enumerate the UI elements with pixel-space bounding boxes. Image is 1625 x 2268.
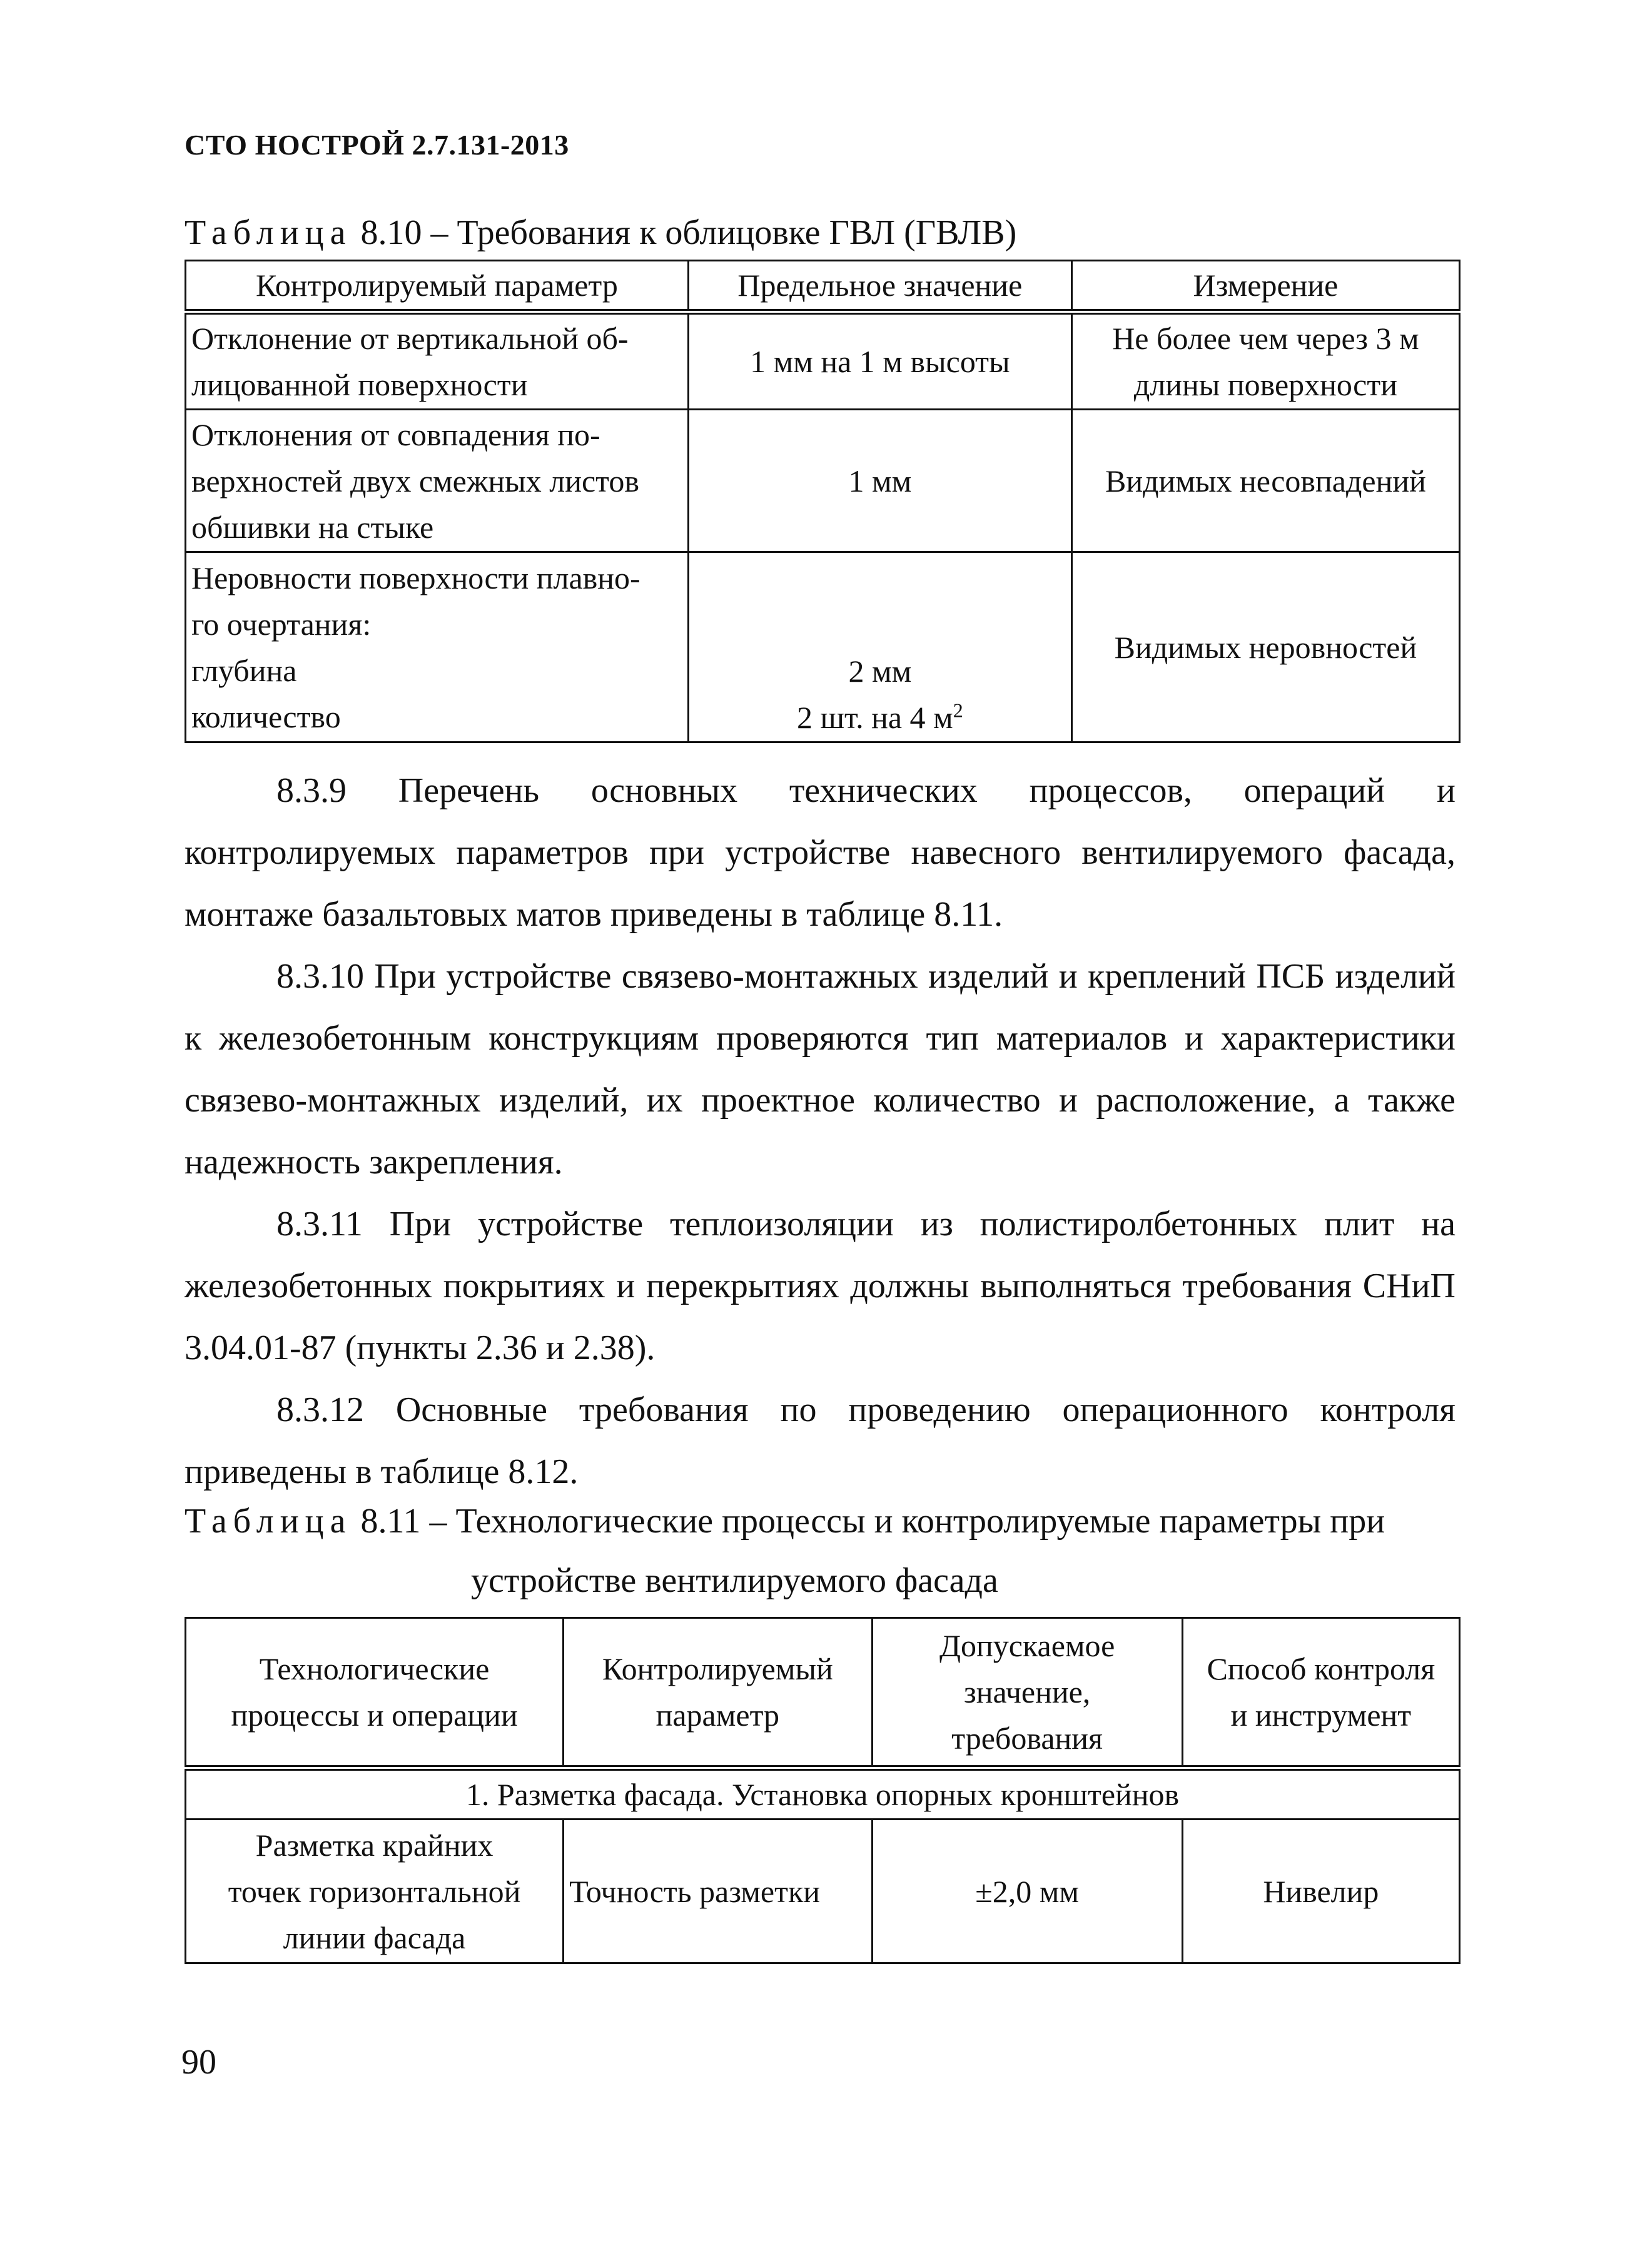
limit-cell: 1 мм [688,410,1071,552]
table-row [186,552,1460,742]
table-header-row [186,1618,1460,1768]
table-row [186,410,1460,552]
limit-count-text: 2 шт. на 4 м [797,700,953,735]
cell-line: процессы и операции [231,1698,518,1733]
table-8-10-caption [185,213,1016,253]
column-header [564,1618,873,1768]
table-header-row [186,261,1460,312]
column-header: Контролируемый параметр [186,261,689,312]
measure-cell: Видимых несовпадений [1071,410,1459,552]
cell-line: глубина [191,652,297,688]
column-header: Предельное значение [688,261,1071,312]
limit-cell: 1 мм на 1 м высоты [688,312,1071,410]
column-header [186,1618,564,1768]
page-number: 90 [181,2043,216,2082]
table-caption-line2: устройстве вентилируемого фасада [471,1561,998,1600]
cell-line: точек горизонтальной [228,1873,521,1909]
paragraph-8-3-11: 8.3.11 При устройстве теплоизоляции из полистиролбетонных плит на железобетонных покрытиях и перекрытиях должны выполняться требования СНиП 3.04.01-87 (пункты 2.36 и 2.38). [185,1205,1455,1367]
cell-line: количество [191,699,341,734]
cell-line: Способ контроля [1207,1651,1435,1686]
cell-line: верхностей двух смежных листов [191,463,639,499]
measure-cell: Видимых неровностей [1071,552,1459,742]
table-row [186,1820,1460,1963]
tool-cell: Нивелир [1182,1820,1459,1963]
param-cell [186,312,689,410]
cell-line: требования [951,1721,1103,1756]
param-cell [186,552,689,742]
cell-line: линии фасада [283,1920,466,1955]
cell-line: Контролируемый [602,1651,833,1686]
superscript-exponent: 2 [953,699,963,722]
cell-line: Отклонение от вертикальной об- [191,321,629,356]
section-heading: 1. Разметка фасада. Установка опорных кронштейнов [186,1768,1460,1820]
section-row [186,1768,1460,1820]
cell-line: значение, [964,1674,1091,1709]
table-8-11-caption [185,1501,1455,1541]
column-header [1182,1618,1459,1768]
cell-line: длины поверхности [1133,367,1397,402]
cell-line: Допускаемое [939,1628,1115,1663]
value-cell: ±2,0 мм [872,1820,1182,1963]
cell-line: лицованной поверхности [191,367,528,402]
table-row [186,312,1460,410]
cell-line: го очертания: [191,606,372,642]
column-header [872,1618,1182,1768]
document-code-header: СТО НОСТРОЙ 2.7.131-2013 [185,129,569,161]
table-caption-word: Таблица [185,213,352,252]
parameter-cell: Точность разметки [564,1820,873,1963]
cell-line: Технологические [259,1651,490,1686]
table-8-11 [185,1617,1460,1964]
cell-line: и инструмент [1230,1698,1412,1733]
cell-line: Разметка крайних [255,1827,494,1863]
table-caption-text: 8.11 – Технологические процессы и контролируемые параметры при [352,1502,1385,1541]
paragraph-8-3-10: 8.3.10 При устройстве связево-монтажных изделий и креплений ПСБ изделий к железобетонным конструкциям проверяются тип материалов и характеристики связево-монтажных изделий, их проектное количество и расположение, а также надежность закрепления. [185,957,1455,1182]
process-cell [186,1820,564,1963]
measure-cell [1071,312,1459,410]
limit-cell [688,552,1071,742]
paragraph-8-3-9: 8.3.9 Перечень основных технических процессов, операций и контролируемых параметров при устройстве навесного вентилируемого фасада, монтаже базальтовых матов приведены в таблице 8.11. [185,771,1455,934]
table-8-10 [185,260,1460,743]
table-caption-word: Таблица [185,1502,352,1541]
cell-line: 2 мм [848,654,912,689]
paragraph-8-3-12: 8.3.12 Основные требования по проведению операционного контроля приведены в таблице 8.12. [185,1390,1455,1491]
column-header: Измерение [1071,261,1459,312]
table-caption-text: 8.10 – Требования к облицовке ГВЛ (ГВЛВ) [352,213,1017,252]
cell-line [690,694,1070,741]
param-cell [186,410,689,552]
cell-line: Не более чем через 3 м [1112,321,1419,356]
cell-line: параметр [656,1698,780,1733]
cell-line: обшивки на стыке [191,509,434,545]
cell-line: Неровности поверхности плавно- [191,560,640,595]
cell-line: Отклонения от совпадения по- [191,417,600,452]
